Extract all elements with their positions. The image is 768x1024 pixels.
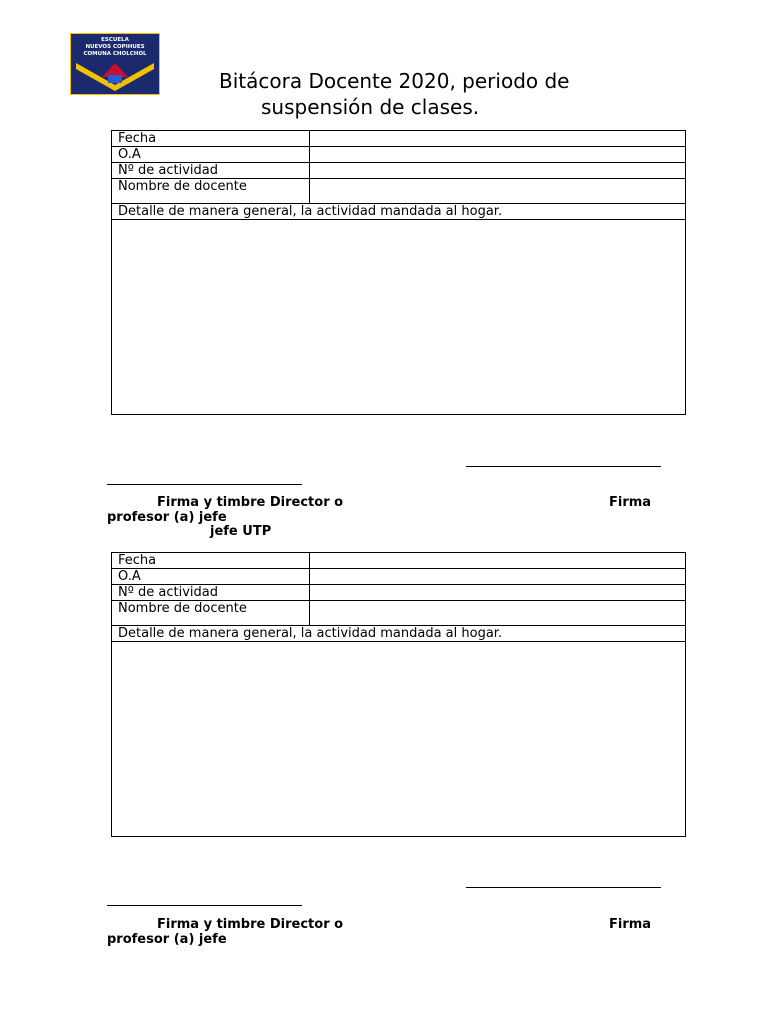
signature-right-label-cont: jefe UTP [210, 524, 272, 539]
signature-right-label: Firma [609, 495, 652, 510]
form-row-detail-box [112, 220, 686, 415]
activity-log-form-2 [111, 552, 686, 837]
form-row-oa [112, 147, 686, 163]
logo-line-2: NUEVOS COPIHUES [85, 44, 145, 50]
oa-input[interactable] [310, 569, 686, 585]
oa-label: O.A [112, 569, 310, 585]
fecha-input[interactable] [310, 131, 686, 147]
logo-line-1: ESCUELA [101, 37, 129, 43]
detail-label: Detalle de manera general, la actividad mandada al hogar. [112, 204, 686, 220]
title-line-1: Bitácora Docente 2020, periodo de [219, 69, 570, 93]
form-row-teacher-name [112, 601, 686, 626]
form-row-detail-label [112, 626, 686, 642]
fecha-input[interactable] [310, 553, 686, 569]
form-row-activity-number [112, 163, 686, 179]
teacher-name-label: Nombre de docente [112, 179, 310, 204]
form-row-fecha [112, 553, 686, 569]
signature-line-right[interactable] [466, 887, 661, 888]
teacher-name-input[interactable] [310, 179, 686, 204]
signature-line-right[interactable] [466, 466, 661, 467]
school-logo [70, 33, 160, 95]
form-row-oa [112, 569, 686, 585]
document-title [219, 68, 569, 120]
fecha-label: Fecha [112, 131, 310, 147]
detail-label: Detalle de manera general, la actividad mandada al hogar. [112, 626, 686, 642]
logo-line-3: COMUNA CHOLCHOL [83, 51, 147, 57]
oa-label: O.A [112, 147, 310, 163]
teacher-name-label: Nombre de docente [112, 601, 310, 626]
form-row-detail-box [112, 642, 686, 837]
signature-left-label: Firma y timbre Director o [157, 917, 344, 932]
activity-number-label: Nº de actividad [112, 585, 310, 601]
form-row-activity-number [112, 585, 686, 601]
title-line-2: suspensión de clases. [261, 95, 480, 119]
activity-number-input[interactable] [310, 163, 686, 179]
activity-number-label: Nº de actividad [112, 163, 310, 179]
form-row-fecha [112, 131, 686, 147]
form-row-teacher-name [112, 179, 686, 204]
signature-left-label-cont: profesor (a) jefe [107, 932, 227, 947]
signature-right-label: Firma [609, 917, 652, 932]
signature-line-left[interactable] [107, 484, 302, 485]
teacher-name-input[interactable] [310, 601, 686, 626]
activity-number-input[interactable] [310, 585, 686, 601]
signature-left-label: Firma y timbre Director o [157, 495, 344, 510]
oa-input[interactable] [310, 147, 686, 163]
form-row-detail-label [112, 204, 686, 220]
fecha-label: Fecha [112, 553, 310, 569]
activity-log-form-1 [111, 130, 686, 415]
detail-textbox[interactable] [112, 220, 686, 415]
signature-left-label-cont: profesor (a) jefe [107, 510, 227, 525]
detail-textbox[interactable] [112, 642, 686, 837]
signature-line-left[interactable] [107, 905, 302, 906]
